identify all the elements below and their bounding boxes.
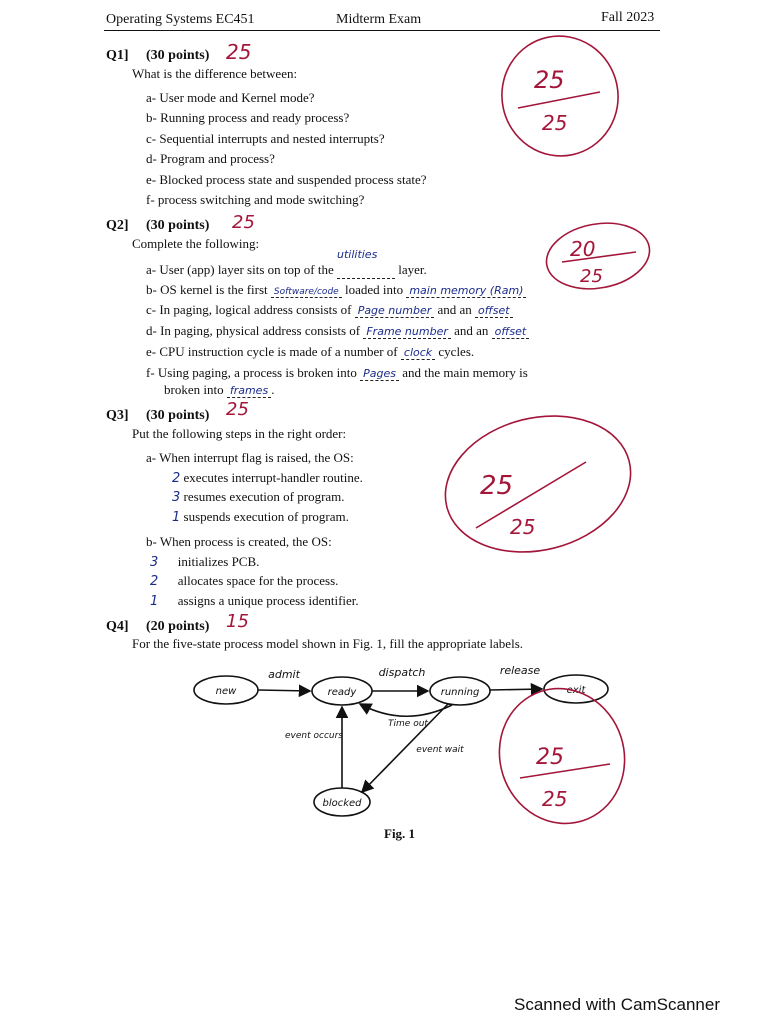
q2-item-c: c- In paging, logical address consists of Page number and an offset	[146, 302, 513, 318]
figure-caption: Fig. 1	[384, 826, 416, 841]
edge-dispatch-label: dispatch	[378, 666, 426, 679]
q1-mark: 25	[226, 40, 252, 64]
q2-d-answer1: Frame number	[363, 325, 451, 339]
q3-prompt: Put the following steps in the right order:	[132, 426, 347, 441]
q2-c-answer1: Page number	[355, 304, 435, 318]
edge-timeout-label: Time out	[388, 719, 428, 729]
q2-item-f-cont: broken into frames .	[164, 382, 275, 397]
q2-e-answer: clock	[401, 346, 435, 360]
edge-event-occurs-label: event occurs	[285, 731, 343, 741]
q4-grade-num: 25	[536, 745, 564, 770]
q1-grade-circle	[496, 30, 626, 160]
q2-grade-num: 20	[570, 237, 596, 261]
state-running-label: running	[440, 687, 480, 698]
state-ready-label: ready	[327, 687, 357, 698]
q3-grade-circle	[436, 410, 636, 560]
q2-prompt: Complete the following:	[132, 236, 260, 251]
q2-b-answer1: Software/code	[271, 287, 342, 298]
q2-f-answer2: frames	[227, 384, 271, 398]
q1-label: Q1]	[106, 48, 129, 63]
q2-f-answer1: Pages	[360, 367, 399, 381]
q3-points: (30 points)	[146, 408, 210, 423]
edge-event-wait-label: event wait	[416, 745, 464, 755]
q2-item-d: d- In paging, physical address consists of Frame number and an offset	[146, 323, 529, 339]
q3-b-title: b- When process is created, the OS:	[146, 534, 332, 549]
state-new-label: new	[215, 686, 237, 697]
q1-prompt: What is the difference between:	[132, 66, 298, 81]
q2-b-answer2: main memory (Ram)	[406, 284, 526, 298]
q1-item: c- Sequential interrupts and nested interrupts?	[146, 131, 385, 146]
q1-item: f- process switching and mode switching?	[146, 192, 365, 207]
q3-a-step: 1 suspends execution of program.	[172, 509, 349, 525]
camscanner-footer: Scanned with CamScanner	[514, 995, 721, 1014]
q3-grade-num: 25	[480, 471, 514, 501]
edge-admit-label: admit	[268, 668, 300, 681]
q1-grade-num: 25	[534, 66, 565, 94]
q1-item: a- User mode and Kernel mode?	[146, 90, 315, 105]
q2-a-answer: utilities	[336, 248, 378, 261]
q2-item-a: a- User (app) layer sits on top of the utilities layer.	[146, 248, 427, 277]
edge-admit	[258, 690, 310, 691]
exam-title: Midterm Exam	[336, 12, 422, 27]
q4-grade-den: 25	[542, 787, 568, 811]
q1-item: d- Program and process?	[146, 151, 275, 166]
q3-b-step: 2 allocates space for the process.	[150, 573, 339, 589]
edge-release-label: release	[499, 664, 541, 677]
edge-release	[490, 689, 542, 690]
q4-label: Q4]	[106, 619, 129, 634]
q3-grade-den: 25	[510, 515, 536, 539]
q1-item: e- Blocked process state and suspended process state?	[146, 172, 427, 187]
q1-points: (30 points)	[146, 48, 210, 63]
q2-item-e: e- CPU instruction cycle is made of a number of clock cycles.	[146, 344, 475, 359]
q2-grade-circle	[540, 216, 660, 296]
q2-label: Q2]	[106, 218, 129, 233]
state-exit-label: exit	[566, 685, 586, 696]
state-diagram	[190, 660, 630, 828]
q2-c-answer2: offset	[475, 304, 512, 318]
q4-points: (20 points)	[146, 619, 210, 634]
q4-mark: 15	[226, 611, 249, 632]
q3-a-title: a- When interrupt flag is raised, the OS:	[146, 450, 354, 465]
q2-item-f: f- Using paging, a process is broken into Pages and the main memory is	[146, 365, 528, 380]
state-blocked-label: blocked	[322, 798, 362, 809]
course-title: Operating Systems EC451	[106, 12, 255, 27]
q2-mark: 25	[232, 212, 255, 233]
q1-grade-den: 25	[542, 111, 568, 135]
q3-a-step: 2 executes interrupt-handler routine.	[172, 470, 363, 486]
q2-d-answer2: offset	[492, 325, 529, 339]
q2-points: (30 points)	[146, 218, 210, 233]
q3-b-step: 1 assigns a unique process identifier.	[150, 593, 359, 609]
q3-mark: 25	[226, 399, 249, 420]
q2-item-b: b- OS kernel is the first Software/code loaded into main memory (Ram)	[146, 282, 526, 298]
q3-label: Q3]	[106, 408, 129, 423]
q3-b-step: 3 initializes PCB.	[150, 554, 260, 570]
q1-item: b- Running process and ready process?	[146, 110, 350, 125]
q2-grade-den: 25	[580, 266, 603, 287]
exam-term: Fall 2023	[601, 10, 655, 25]
q3-a-step: 3 resumes execution of program.	[172, 489, 345, 505]
q4-prompt: For the five-state process model shown in Fig. 1, fill the appropriate labels.	[132, 636, 523, 651]
